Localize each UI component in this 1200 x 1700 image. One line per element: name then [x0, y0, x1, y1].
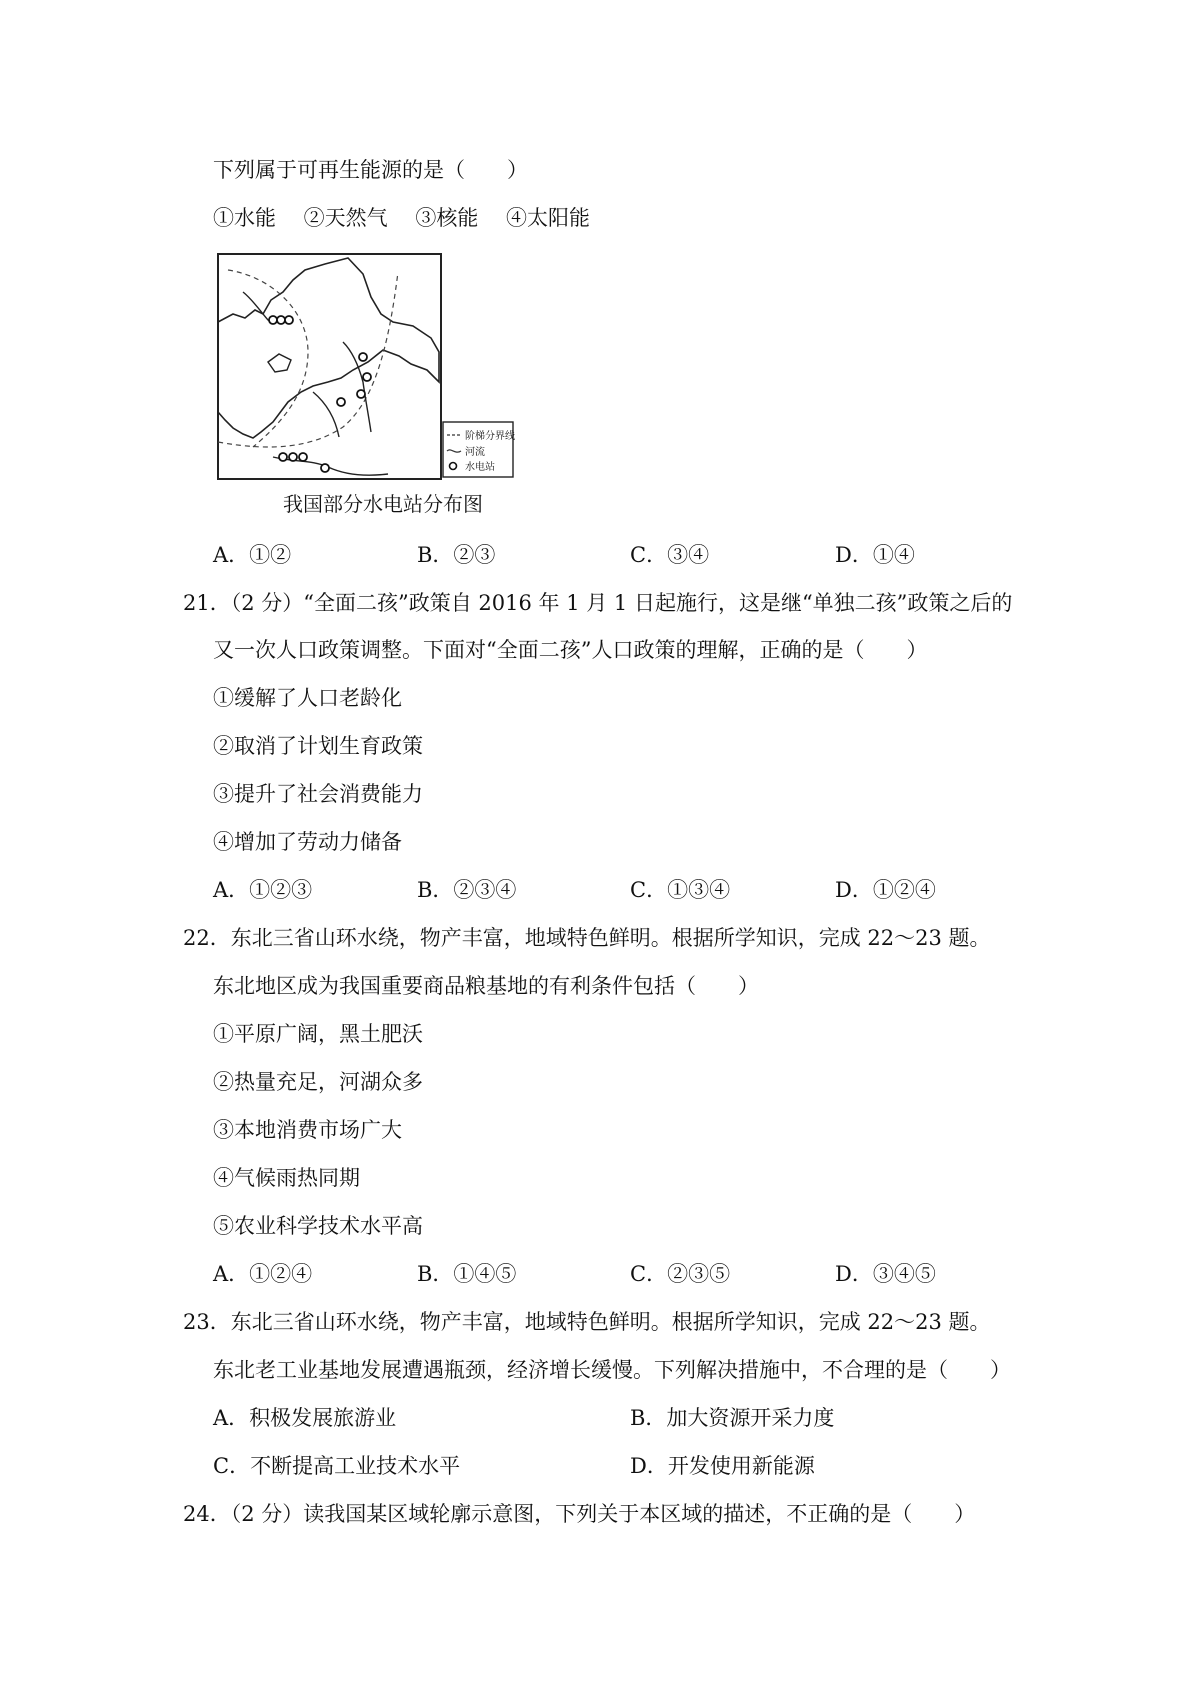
q21-item-3: ③提升了社会消费能力 [213, 782, 423, 806]
q21-stem-line1: 21．（2 分）“全面二孩”政策自 2016 年 1 月 1 日起施行，这是继“单独二孩”政策之后的 [183, 591, 1013, 615]
q20-stem: 下列属于可再生能源的是（ ） [213, 158, 528, 182]
q21-item-2: ②取消了计划生育政策 [213, 734, 423, 758]
q22-item-1: ①平原广阔，黑土肥沃 [213, 1022, 423, 1046]
q20-option-b[interactable]: B．②③ [417, 543, 496, 567]
q21-option-a[interactable]: A．①②③ [213, 878, 313, 902]
q23-option-a[interactable]: A．积极发展旅游业 [213, 1406, 397, 1430]
q20-items: ①水能 ②天然气 ③核能 ④太阳能 [213, 206, 591, 230]
q22-option-b[interactable]: B．①④⑤ [417, 1262, 517, 1286]
figure-caption: 我国部分水电站分布图 [283, 492, 483, 516]
q21-option-d[interactable]: D．①②④ [835, 878, 936, 902]
q21-option-b[interactable]: B．②③④ [417, 878, 517, 902]
hydropower-station-circle-icon [269, 316, 277, 324]
q20-option-a[interactable]: A．①② [213, 543, 292, 567]
q22-item-3: ③本地消费市场广大 [213, 1118, 402, 1142]
hydropower-station-circle-icon [363, 373, 371, 381]
q23-intro: 23．东北三省山环水绕，物产丰富，地域特色鲜明。根据所学知识，完成 22～23 题。 [183, 1310, 991, 1334]
q22-item-2: ②热量充足，河湖众多 [213, 1070, 423, 1094]
legend-label-boundary: 阶梯分界线 [465, 431, 515, 442]
q22-intro: 22．东北三省山环水绕，物产丰富，地域特色鲜明。根据所学知识，完成 22～23 题。 [183, 926, 991, 950]
map-frame [218, 254, 441, 479]
hydropower-station-circle-icon [337, 398, 345, 406]
legend-label-station: 水电站 [465, 462, 495, 473]
q20-option-c[interactable]: C．③④ [630, 543, 710, 567]
q22-option-d[interactable]: D．③④⑤ [835, 1262, 936, 1286]
hydropower-map-figure [213, 252, 523, 517]
hydropower-station-circle-icon [285, 316, 293, 324]
hydropower-station-circle-icon [279, 453, 287, 461]
hydropower-station-circle-icon [299, 453, 307, 461]
boundary-dashed-line-icon [228, 270, 308, 447]
q22-option-a[interactable]: A．①②④ [213, 1262, 313, 1286]
q22-stem: 东北地区成为我国重要商品粮基地的有利条件包括（ ） [213, 974, 759, 998]
q20-option-d[interactable]: D．①④ [835, 543, 915, 567]
hydropower-station-circle-icon [289, 453, 297, 461]
hydropower-station-circle-icon [450, 463, 457, 470]
legend-label-river: 河流 [465, 447, 485, 458]
hydropower-map [213, 252, 523, 497]
hydropower-station-circle-icon [359, 353, 367, 361]
q21-stem-line2: 又一次人口政策调整。下面对“全面二孩”人口政策的理解，正确的是（ ） [213, 638, 928, 662]
q23-option-b[interactable]: B．加大资源开采力度 [630, 1406, 835, 1430]
lake-outline [268, 354, 291, 372]
hydropower-station-circle-icon [321, 464, 329, 472]
q24-stem: 24．（2 分）读我国某区域轮廓示意图，下列关于本区域的描述，不正确的是（ ） [183, 1502, 976, 1526]
q23-option-c[interactable]: C．不断提高工业技术水平 [213, 1454, 461, 1478]
hydropower-station-circle-icon [277, 316, 285, 324]
hydropower-station-circle-icon [357, 390, 365, 398]
q21-item-4: ④增加了劳动力储备 [213, 830, 402, 854]
river-line-icon [313, 392, 339, 437]
q21-item-1: ①缓解了人口老龄化 [213, 686, 402, 710]
q21-option-c[interactable]: C．①③④ [630, 878, 731, 902]
q22-item-5: ⑤农业科学技术水平高 [213, 1214, 423, 1238]
q22-option-c[interactable]: C．②③⑤ [630, 1262, 731, 1286]
q23-stem: 东北老工业基地发展遭遇瓶颈，经济增长缓慢。下列解决措施中，不合理的是（ ） [213, 1358, 1011, 1382]
q23-option-d[interactable]: D．开发使用新能源 [630, 1454, 815, 1478]
q22-item-4: ④气候雨热同期 [213, 1166, 360, 1190]
